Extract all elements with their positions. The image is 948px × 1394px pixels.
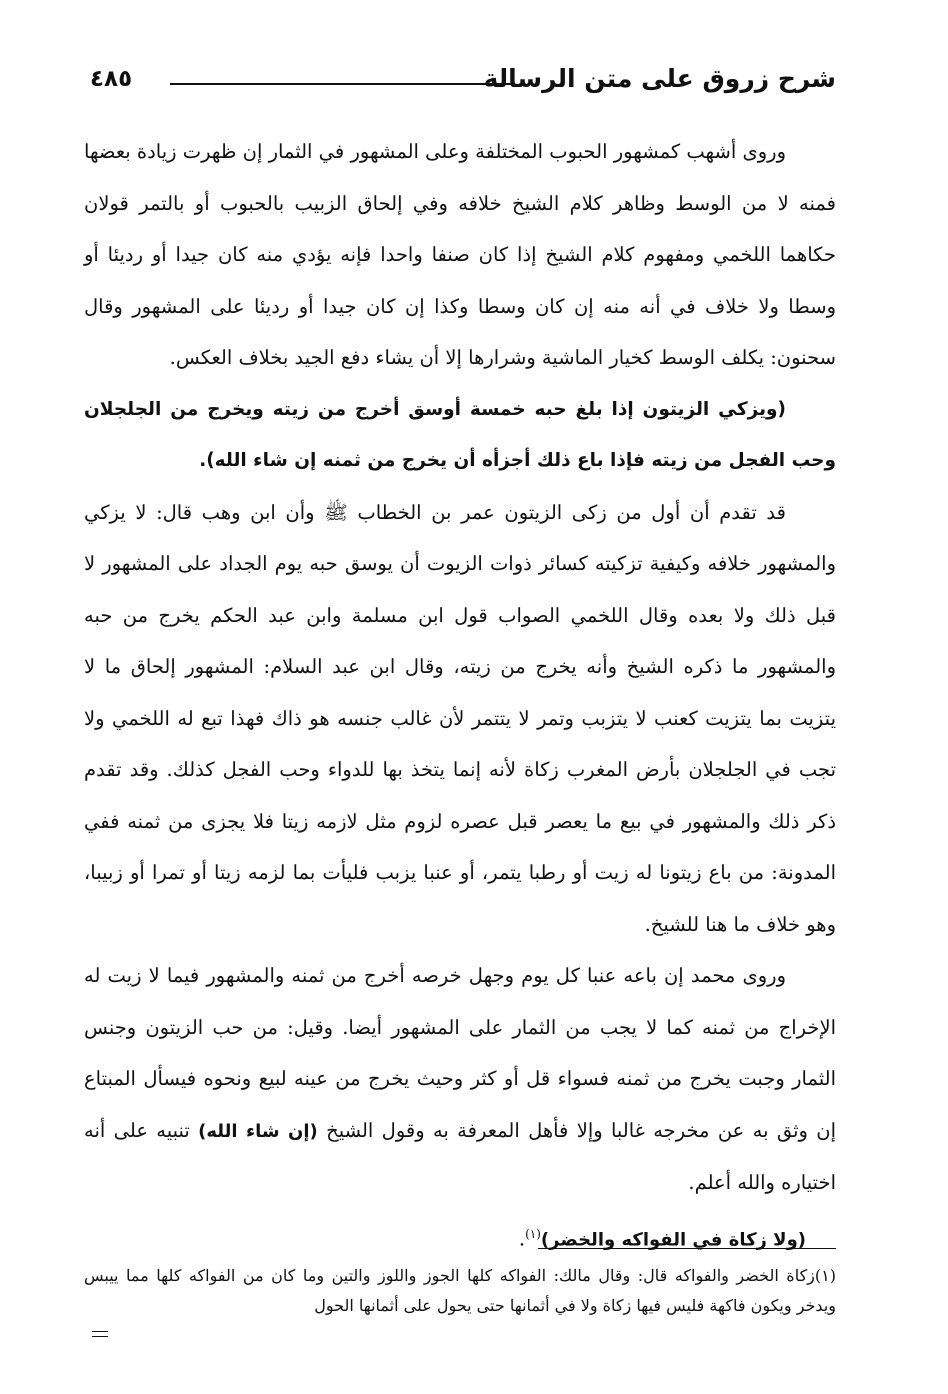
paragraph-3-tail: تنبيه على أنه اختياره والله أعلم.: [84, 1118, 836, 1194]
paragraph-1: وروى أشهب كمشهور الحبوب المختلفة وعلى المشهور في الثمار إن ظهرت زيادة بعضها فمنه لا من الوسط وظاهر كلام الشيخ خلافه وفي إلحاق الزبيب بالحبوب أو بالتمر قولان حكاهما اللخمي ومفهوم كلام الشيخ إذا كان صنفا واحدا فإنه يؤدي منه كان جيدا أو رديئا أو وسطا ولا خلاف في أنه منه إن كان وسطا وكذا إن كان جيدا أو رديئا على المشهور وقال سحنون: يكلف الوسط كخيار الماشية وشرارها إلا أن يشاء دفع الجيد بخلاف العكس.: [84, 140, 836, 369]
header-title: شرح زروق على متن الرسالة: [483, 64, 836, 93]
paragraph-3-text: وروى محمد إن باعه عنبا كل يوم وجهل خرصه أخرج من ثمنه والمشهور فيما لا زيت له الإخراج من ثمنه كما لا يجب من الثمار على المشهور أيضا. وقيل: من حب الزيتون وجنس الثمار وجبت يخرج من ثمنه فسواء قل أو كثر وحيث يخرج من عينه لبيع ونحوه فيسأل المبتاع إن وثق به عن مخرجه غالبا وإلا فأهل المعرفة به وقول الشيخ: [84, 964, 837, 1142]
paragraph-2: قد تقدم أن أول من زكى الزيتون عمر بن الخطاب ﷺ وأن ابن وهب قال: لا يزكي والمشهور خلافه وكيفية تزكيته كسائر ذوات الزيوت أن يوسق حبه يوم الجداد على المشهور لا قبل ذلك ولا بعده وقال اللخمي الصواب قول ابن مسلمة وابن عبد الحكم يخرج من حبه والمشهور ما ذكره الشيخ وأنه يخرج من زيته، وقال ابن عبد السلام: المشهور إلحاق ما لا يتزيت بما يتزيت كعنب لا يتزبب وتمر لا يتتمر لأن غالب جنسه هو ذاك فهذا تبع له اللخمي ولا تجب في الجلجلان بأرض المغرب زكاة لأنه إنما يتخذ بها للدواء وحب الفجل كذلك. وقد تقدم ذكر ذلك والمشهور في بيع ما يعصر قبل عصره لزوم مثل لازمه زيتا فلا يجزى من ثمنه ففي المدونة: من باع زيتونا له زيت أو رطبا يتمر، أو عنبا يزبب فليأت بما لزمه زيتا أو تمرا أو زبيبا، وهو خلاف ما هنا للشيخ.: [84, 500, 836, 936]
matn-final-tail: .: [518, 1227, 526, 1250]
page-number: ٤٨٥: [90, 66, 133, 92]
matn-final: [84, 1209, 836, 1266]
paragraph-3: [84, 950, 836, 1209]
page: [84, 56, 836, 1356]
running-header: [84, 56, 836, 104]
matn-final-text: (ولا زكاة في الفواكه والخضر): [540, 1229, 806, 1250]
footnotes: [84, 1261, 836, 1321]
matn-quote: (ويزكي الزيتون إذا بلغ حبه خمسة أوسق أخرج من زيته ويخرج من الجلجلان وحب الفجل من زيته فإذا باع ذلك أجزأه أن يخرج من ثمنه إن شاء الله).: [84, 398, 836, 471]
footnote-1: (١)زكاة الخضر والفواكه قال: وقال مالك: الفواكه كلها الجوز واللوز والتين وما كان من الفواكه كلها مما ييبس ويدخر ويكون فاكهة فليس فيها زكاة ولا في أثمانها حتى يحول على أثمانها الحول: [84, 1266, 836, 1315]
footnote-rule: [538, 1248, 836, 1249]
header-rule: [170, 83, 514, 85]
continuation-mark: [92, 1331, 108, 1337]
body-text: [84, 126, 836, 1266]
paragraph-3-bold: (إن شاء الله): [198, 1120, 318, 1142]
footnote-ref: (١): [525, 1226, 541, 1241]
